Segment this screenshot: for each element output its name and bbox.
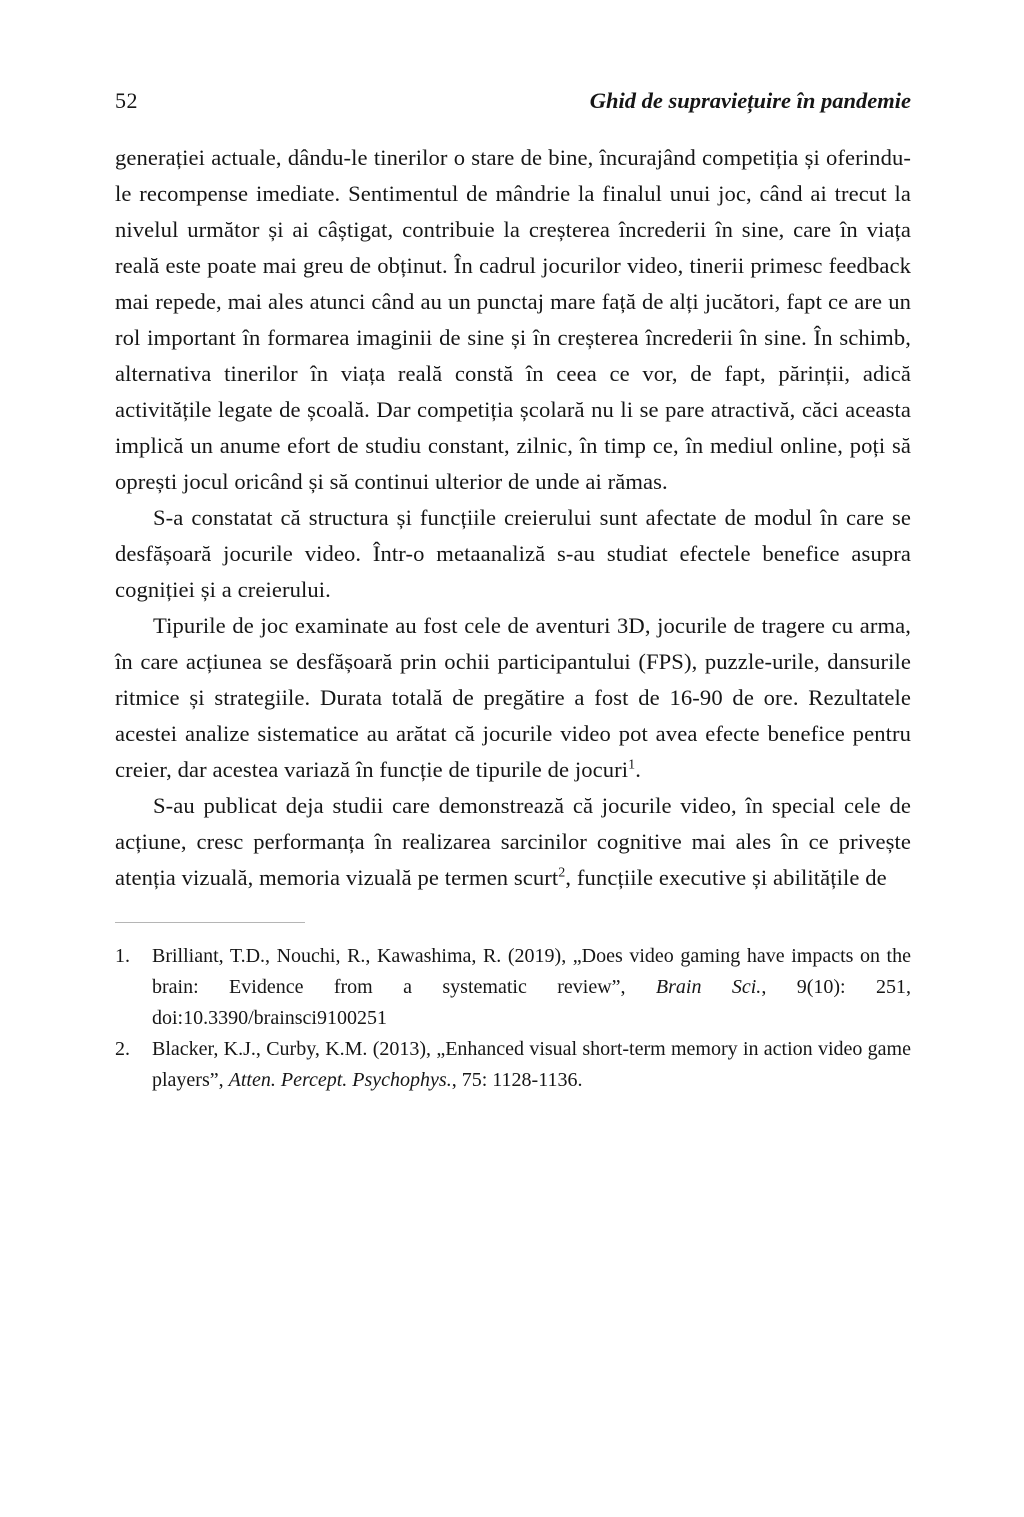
footnote-text-segment: Blacker, K.J., Curby, K.M. (2013), „Enhanced visual short-term memory in action video game players”, — [152, 1038, 911, 1091]
page-header — [115, 88, 911, 114]
footnote-journal-name: Brain Sci. — [655, 976, 762, 998]
paragraph-text: Tipurile de joc examinate au fost cele de aventuri 3D, jocurile de tragere cu arma, în care acțiunea se desfășoară prin ochii participantului (FPS), puzzle-urile, dansurile ritmice și strategiile. Durata totală de pregătire a fost de 16-90 de ore. Rezultatele acestei analize sistematice au arătat că jocurile video pot avea efecte benefice pentru creier, dar acestea variază în funcție de tipurile de jocuri — [115, 613, 911, 782]
footnote-ref-1: 1 — [628, 757, 636, 773]
paragraph — [115, 500, 911, 608]
footnote-item — [115, 941, 911, 1034]
paragraph — [115, 140, 911, 500]
paragraph — [115, 608, 911, 788]
running-title: Ghid de supraviețuire în pandemie — [589, 88, 911, 113]
body-text — [115, 140, 911, 896]
paragraph-text: generației actuale, dându-le tinerilor o stare de bine, încurajând competiția și oferindu-le recompense imediate. Sentimentul de mândrie la finalul unui joc, când ai trecut la nivelul următor și ai câștigat, contribuie la creșterea încrederii în sine, care în viața reală este poate mai greu de obținut. În cadrul jocurilor video, tinerii primesc feedback mai repede, mai ales atunci când au un punctaj mare față de alți jucători, fapt ce are un rol important în formarea imaginii de sine și în creșterea încrederii în sine. În schimb, alternativa tinerilor în viața reală constă în ceea ce vor, de fapt, părinții, adică activitățile legate de școală. Dar competiția școlară nu li se pare atractivă, căci aceasta implică un anume efort de studiu constant, zilnic, în timp ce, în mediul online, poți să oprești jocul oricând și să continui ulterior de unde ai rămas. — [115, 145, 911, 494]
footnote-separator — [115, 922, 305, 923]
paragraph-text: S-a constatat că structura și funcțiile creierului sunt afectate de modul în care se desfășoară jocurile video. Într-o metaanaliză s-au studiat efectele benefice asupra cogniției și a creierului. — [115, 505, 911, 602]
footnote-text-segment: , 9(10): 251, doi:10.3390/brainsci9100251 — [152, 976, 911, 1029]
paragraph-text: , funcțiile executive și abilitățile de — [565, 865, 887, 890]
footnote-item — [115, 1034, 911, 1096]
footnote-text-segment: Brilliant, T.D., Nouchi, R., Kawashima, R. (2019), „Does video gaming have impacts on the brain: Evidence from a systematic review”, — [152, 945, 911, 998]
footnote-text-segment: , 75: 1128-1136. — [451, 1069, 583, 1091]
footnote-journal-name: Atten. Percept. Psychophys. — [228, 1069, 452, 1091]
footnote-ref-2: 2 — [558, 865, 566, 881]
paragraph-text: S-au publicat deja studii care demonstrează că jocurile video, în special cele de acțiune, cresc performanța în realizarea sarcinilor cognitive mai ales în ce privește atenția vizuală, memoria vizuală pe termen scurt — [115, 793, 911, 890]
footnote-text — [152, 941, 911, 1034]
footnote-number: 1. — [115, 945, 130, 967]
footnotes — [115, 941, 911, 1096]
page-number: 52 — [115, 88, 138, 113]
paragraph-text: . — [635, 757, 642, 782]
footnote-text — [152, 1034, 911, 1096]
footnote-number: 2. — [115, 1038, 130, 1060]
paragraph — [115, 788, 911, 896]
